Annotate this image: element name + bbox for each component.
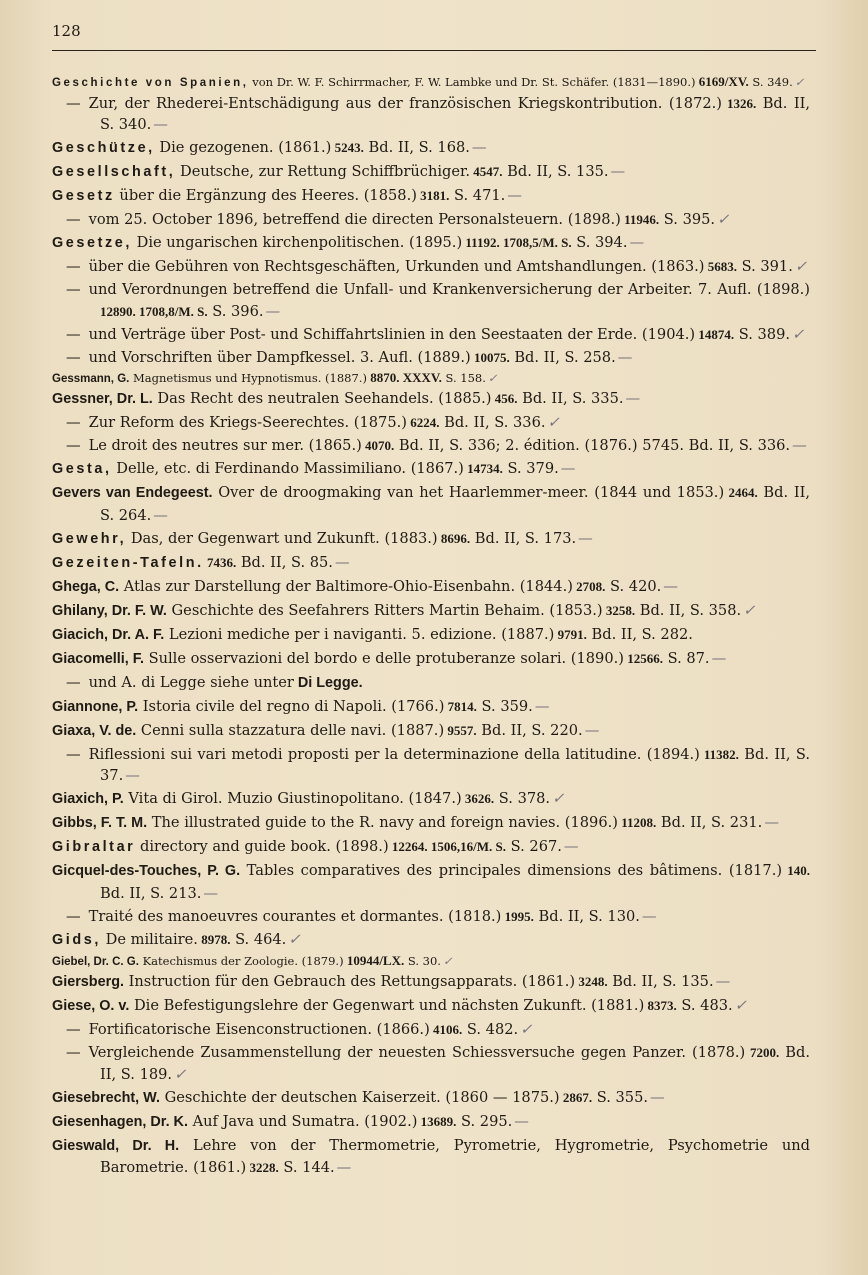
entry-title: Le droit des neutres sur mer. (1865.) (88, 437, 362, 454)
entry-catalog-number: 2867. (559, 1089, 593, 1105)
entry-reference: Bd. II, S. 264. (100, 484, 811, 524)
index-entry (52, 953, 810, 970)
entry-heading: Gicquel-des-Touches, P. G. (52, 863, 241, 879)
entry-catalog-number: 4070. (361, 438, 395, 453)
entry-reference: S. 87. (662, 649, 710, 667)
entry-reference: Bd. II, S. 213. (100, 884, 202, 902)
index-entry (52, 137, 810, 160)
entry-title: Auf Java und Sumatra. (1902.) (187, 1112, 418, 1130)
check-mark: ✓ (288, 930, 301, 948)
check-mark: — (514, 1112, 529, 1130)
entry-catalog-number: 6224. (406, 415, 440, 430)
entry-title: Zur Reform des Kriegs-Seerechtes. (1875.) (88, 414, 407, 431)
check-mark: — (663, 577, 678, 595)
entry-catalog-number: 8696. (437, 530, 471, 546)
entry-heading: Gewehr, (52, 530, 127, 547)
index-entry (52, 995, 810, 1018)
entry-reference: S. 378. (494, 790, 551, 807)
entry-heading: Gezeiten-Tafeln. (52, 554, 204, 571)
entry-reference: S. 396. (207, 302, 264, 320)
entry-title: Instruction für den Gebrauch des Rettungsapparats. (1861.) (123, 973, 576, 990)
entry-heading: Gevers van Endegeest. (52, 485, 213, 501)
entry-heading: Gessner, Dr. L. (52, 391, 153, 407)
check-mark: — (629, 234, 645, 251)
index-subentry (52, 279, 810, 322)
entry-catalog-number: 7814. (444, 698, 477, 714)
check-mark: — (610, 163, 626, 180)
entry-reference: S. 482. (462, 1021, 519, 1038)
entry-title: Lehre von der Thermometrie, Pyrometrie, Hygrometrie, Psychometrie und Barometrie. (1861.) (100, 1136, 811, 1176)
entry-dash: — (66, 258, 81, 275)
entry-catalog-number: 4547. (470, 164, 503, 179)
check-mark: — (153, 506, 168, 524)
entry-heading: Gibraltar (52, 839, 136, 855)
entry-title: und Verträge über Post- und Schiffahrtslinien in den Seestaaten der Erde. (1904.) (88, 325, 696, 343)
entry-title: über die Ergänzung des Heeres. (1858.) (114, 187, 417, 204)
check-mark: — (625, 390, 641, 407)
entry-dash: — (66, 281, 81, 298)
entry-catalog-number: 7200. (745, 1045, 780, 1060)
entry-title: Vita di Girol. Muzio Giustinopolitano. (1847.) (123, 790, 462, 807)
entry-reference: S. 420. (605, 577, 662, 595)
index-entry (52, 860, 810, 904)
entry-catalog-number: 11382. (699, 746, 739, 762)
entry-title: Deutsche, zur Rettung Schiffbrüchiger. (175, 163, 470, 180)
check-mark: ✓ (442, 953, 453, 968)
entry-reference: Bd. II, S. 173. (470, 529, 577, 547)
entry-catalog-number: 2464. (724, 485, 758, 500)
check-mark: ✓ (794, 258, 808, 275)
index-entry (52, 1135, 810, 1179)
check-mark: — (792, 437, 807, 454)
entry-reference: S. 394. (571, 234, 628, 251)
entry-catalog-number: 4106. (429, 1022, 463, 1037)
entry-title: Lezioni mediche per i naviganti. 5. edizione. (1887.) (164, 625, 555, 643)
index-entry (52, 370, 810, 387)
entry-reference: Bd. II, S. 220. (476, 721, 583, 739)
index-entries (52, 74, 810, 1180)
entry-title: Delle, etc. di Ferdinando Massimiliano. (1867.) (111, 460, 464, 477)
index-subentry (52, 672, 810, 695)
entry-reference: Bd. II, S. 135. (502, 163, 609, 180)
index-subentry (52, 1042, 810, 1085)
entry-title: Over de droogmaking van het Haarlemmer-meer. (1844 und 1853.) (212, 484, 725, 501)
entry-reference: S. 389. (734, 325, 790, 343)
entry-reference: S. 144. (278, 1159, 335, 1176)
index-entry (52, 812, 810, 835)
check-mark: — (711, 649, 727, 667)
entry-catalog-number: 3258. (602, 602, 636, 618)
entry-title: Katechismus der Zoologie. (1879.) (138, 953, 344, 968)
entry-dash: — (66, 414, 81, 431)
entry-reference: Bd. II, S. 168. (363, 139, 470, 156)
check-mark: — (471, 139, 487, 156)
index-entry (52, 696, 810, 719)
entry-catalog-number: 7436. (203, 554, 237, 570)
entry-title: directory and guide book. (1898.) (135, 838, 389, 855)
entry-catalog-number: 5243. (331, 140, 364, 155)
entry-reference: S. 359. (476, 697, 533, 715)
check-mark: ✓ (734, 997, 747, 1014)
entry-reference: Bd. II, S. 258. (509, 348, 616, 366)
entry-reference: S. 379. (502, 460, 559, 477)
index-subentry (52, 412, 810, 434)
index-entry (52, 388, 810, 411)
entry-reference: S. 391. (736, 258, 793, 275)
entry-heading: Gesta, (52, 461, 112, 477)
check-mark: — (334, 553, 350, 571)
entry-catalog-number: 9557. (444, 722, 477, 738)
index-entry (52, 624, 810, 647)
check-mark: — (336, 1159, 352, 1176)
entry-title: Tables comparatives des principales dimensions des bâtimens. (1817.) (240, 862, 783, 879)
entry-reference: Bd. II, S. 336; 2. édition. (1876.) 5745. Bd. II, S. 336. (394, 437, 791, 454)
entry-title: Atlas zur Darstellung der Baltimore-Ohio-Eisenbahn. (1844.) (119, 577, 573, 595)
entry-heading: Giacomelli, F. (52, 650, 144, 667)
entry-title: Cenni sulla stazzatura delle navi. (1887.) (136, 721, 445, 739)
page-number: 128 (52, 22, 81, 40)
entry-dash: — (66, 437, 81, 454)
entry-dash: — (66, 211, 81, 228)
entry-catalog-number: 10075. (470, 349, 510, 365)
entry-cross-reference: Di Legge. (293, 674, 363, 691)
check-mark: — (153, 116, 168, 133)
entry-title: Die gezogenen. (1861.) (154, 139, 332, 156)
check-mark: ✓ (552, 790, 565, 807)
entry-catalog-number: 11192. 1708,5/M. S. (462, 235, 572, 250)
entry-dash: — (66, 348, 81, 366)
check-mark: — (507, 187, 522, 204)
entry-catalog-number: 6169/XV. (695, 74, 749, 89)
entry-dash: — (66, 1021, 81, 1038)
entry-catalog-number: 140. (782, 863, 810, 878)
entry-reference: Bd. II, S. 135. (607, 973, 714, 990)
entry-heading: Gieswald, Dr. H. (52, 1137, 180, 1154)
entry-heading: Geschütze, (52, 140, 155, 156)
entry-heading: Geschichte von Spanien, (52, 77, 249, 89)
entry-title: Zur, der Rhederei-Entschädigung aus der französischen Kriegskontribution. (1872.) (88, 94, 722, 112)
entry-title: Traité des manoeuvres courantes et dormantes. (1818.) (88, 907, 502, 925)
check-mark: ✓ (743, 601, 756, 619)
entry-catalog-number: 2708. (572, 578, 606, 594)
check-mark: — (534, 697, 550, 715)
index-entry (52, 185, 810, 208)
index-subentry (52, 906, 810, 928)
entry-catalog-number: 11208. (617, 815, 657, 830)
index-entry (52, 788, 810, 811)
entry-title: Magnetismus und Hypnotismus. (1887.) (129, 370, 367, 385)
entry-reference: Bd. II, S. 358. (635, 601, 742, 619)
entry-title: vom 25. October 1896, betreffend die directen Personalsteuern. (1898.) (88, 211, 621, 228)
check-mark: ✓ (794, 75, 805, 89)
header-rule (52, 50, 816, 51)
entry-catalog-number: 3228. (246, 1160, 279, 1175)
check-mark: — (560, 460, 576, 477)
entry-heading: Gibbs, F. T. M. (52, 815, 148, 831)
entry-heading: Ghilany, Dr. F. W. (52, 602, 167, 619)
entry-reference: Bd. II, S. 282. (586, 625, 693, 643)
entry-heading: Giesenhagen, Dr. K. (52, 1113, 188, 1130)
entry-title: Geschichte der deutschen Kaiserzeit. (1860 — 1875.) (159, 1088, 560, 1106)
entry-reference: Bd. II, S. 231. (656, 814, 763, 831)
index-entry (52, 720, 810, 743)
entry-dash: — (66, 325, 81, 343)
check-mark: — (265, 302, 281, 320)
entry-catalog-number: 1995. (501, 908, 534, 924)
check-mark: ✓ (717, 211, 730, 228)
entry-title: The illustrated guide to the R. navy and foreign navies. (1896.) (147, 814, 618, 831)
check-mark: — (641, 907, 657, 925)
index-entry (52, 836, 810, 859)
entry-reference: Bd. II, S. 336. (439, 414, 546, 431)
index-entry (52, 74, 810, 91)
entry-title: Das Recht des neutralen Seehandels. (1885.) (152, 390, 492, 407)
entry-title: Die ungarischen kirchenpolitischen. (1895.) (132, 234, 463, 251)
entry-reference: Bd. II, S. 85. (236, 553, 333, 571)
entry-catalog-number: 456. (491, 391, 518, 406)
index-entry (52, 232, 810, 255)
entry-title: und Vorschriften über Dampfkessel. 3. Aufl. (1889.) (88, 348, 471, 366)
entry-catalog-number: 11946. (620, 212, 660, 227)
entry-reference: S. 158. (441, 370, 486, 385)
entry-reference: S. 395. (659, 211, 716, 228)
entry-heading: Giesebrecht, W. (52, 1089, 160, 1106)
check-mark: — (650, 1088, 665, 1106)
index-entry (52, 576, 810, 599)
entry-catalog-number: 10944/LX. (343, 952, 405, 968)
index-subentry (52, 744, 810, 787)
entry-dash: — (66, 907, 81, 925)
entry-title: von Dr. W. F. Schirrmacher, F. W. Lambke und Dr. St. Schäfer. (1831—1890.) (248, 75, 696, 89)
index-entry (52, 600, 810, 623)
entry-heading: Giaxa, V. de. (52, 722, 137, 739)
index-entry (52, 482, 810, 526)
index-subentry (52, 256, 810, 278)
entry-heading: Giese, O. v. (52, 998, 130, 1014)
entry-reference: S. 464. (230, 930, 287, 948)
entry-reference: Bd. II, S. 130. (533, 907, 640, 925)
entry-title: Istoria civile del regno di Napoli. (1766.) (138, 697, 445, 715)
entry-catalog-number: 3248. (575, 974, 608, 989)
entry-heading: Giacich, Dr. A. F. (52, 626, 165, 643)
entry-catalog-number: 14734. (463, 461, 503, 476)
entry-catalog-number: 1326. (722, 95, 757, 111)
check-mark: — (203, 884, 218, 902)
entry-catalog-number: 12264. 1506,16/M. S. (388, 839, 507, 854)
entry-title: Fortificatorische Eisenconstructionen. (1866.) (88, 1021, 430, 1038)
index-entry (52, 1087, 810, 1110)
entry-title: De militaire. (100, 930, 198, 948)
index-entry (52, 552, 810, 575)
entry-heading: Gessmann, G. (52, 372, 130, 385)
check-mark: ✓ (487, 370, 498, 385)
index-entry (52, 929, 810, 952)
check-mark: ✓ (520, 1021, 533, 1038)
index-subentry (52, 324, 810, 346)
entry-reference: S. 471. (449, 187, 506, 204)
entry-title: Sulle osservazioni del bordo e delle protuberanze solari. (1890.) (143, 649, 624, 667)
entry-title: über die Gebühren von Rechtsgeschäften, Urkunden und Amtshandlungen. (1863.) (88, 258, 705, 275)
entry-heading: Giannone, P. (52, 698, 139, 715)
entry-reference: Bd. II, S. 37. (100, 745, 810, 784)
check-mark: ✓ (792, 325, 805, 343)
check-mark: ✓ (547, 414, 560, 431)
index-entry (52, 648, 810, 671)
entry-catalog-number: 12566. (623, 650, 663, 666)
entry-catalog-number: 9791. (554, 626, 587, 642)
entry-heading: Giersberg. (52, 974, 124, 990)
entry-catalog-number: 12890. 1708,8/M. S. (100, 303, 208, 319)
entry-reference: S. 349. (748, 75, 793, 89)
entry-catalog-number: 3181. (416, 188, 450, 203)
entry-catalog-number: 8373. (644, 998, 677, 1013)
check-mark: — (578, 529, 593, 547)
entry-catalog-number: 14874. (695, 326, 735, 342)
check-mark: — (584, 721, 600, 739)
index-subentry (52, 1019, 810, 1041)
entry-title: Vergleichende Zusammenstellung der neuesten Schiessversuche gegen Panzer. (1878.) (88, 1044, 746, 1061)
entry-heading: Ghega, C. (52, 578, 120, 595)
check-mark: — (715, 973, 731, 990)
entry-reference: S. 30. (404, 953, 441, 968)
entry-reference: S. 483. (676, 997, 733, 1014)
entry-title: und Verordnungen betreffend die Unfall- und Krankenversicherung der Arbeiter. 7. Aufl. (1898.) (88, 281, 810, 298)
entry-catalog-number: 8870. XXXV. (366, 369, 442, 385)
entry-heading: Gesetz (52, 188, 115, 204)
entry-catalog-number: 5683. (704, 259, 737, 274)
entry-title: und A. di Legge siehe unter (88, 673, 294, 691)
entry-dash: — (66, 673, 81, 691)
check-mark: ✓ (174, 1065, 187, 1083)
entry-title: Die Befestigungslehre der Gegenwart und nächsten Zukunft. (1881.) (129, 997, 645, 1014)
entry-title: Geschichte des Seefahrers Ritters Martin Behaim. (1853.) (166, 601, 603, 619)
entry-reference: S. 295. (456, 1112, 513, 1130)
entry-dash: — (66, 745, 81, 763)
entry-heading: Giaxich, P. (52, 791, 124, 807)
index-entry (52, 1111, 810, 1134)
check-mark: — (563, 838, 579, 855)
entry-reference: S. 267. (506, 838, 562, 855)
entry-reference: S. 355. (592, 1088, 648, 1106)
entry-title: Riflessioni sui vari metodi proposti per la determinazione della latitudine. (1894.) (88, 745, 700, 763)
index-entry (52, 971, 810, 994)
entry-heading: Gids, (52, 931, 101, 948)
index-entry (52, 528, 810, 551)
entry-heading: Gesetze, (52, 235, 132, 251)
index-subentry (52, 93, 810, 136)
entry-title: Das, der Gegenwart und Zukunft. (1883.) (126, 529, 438, 547)
entry-reference: Bd. II, S. 335. (517, 390, 624, 407)
index-subentry (52, 209, 810, 231)
entry-catalog-number: 8978. (197, 931, 231, 947)
index-subentry (52, 435, 810, 457)
index-entry (52, 161, 810, 184)
entry-catalog-number: 13689. (417, 1113, 457, 1129)
entry-catalog-number: 3626. (461, 791, 495, 806)
entry-reference: Bd. II, S. 340. (100, 94, 810, 133)
entry-reference: Bd. II, S. 189. (100, 1044, 811, 1083)
index-subentry (52, 347, 810, 369)
check-mark: — (617, 348, 633, 366)
entry-dash: — (66, 1044, 81, 1061)
entry-heading: Gesellschaft, (52, 164, 176, 180)
check-mark: — (125, 767, 140, 784)
index-entry (52, 458, 810, 481)
entry-heading: Giebel, Dr. C. G. (52, 955, 139, 968)
check-mark: — (764, 814, 779, 831)
entry-dash: — (66, 94, 81, 112)
